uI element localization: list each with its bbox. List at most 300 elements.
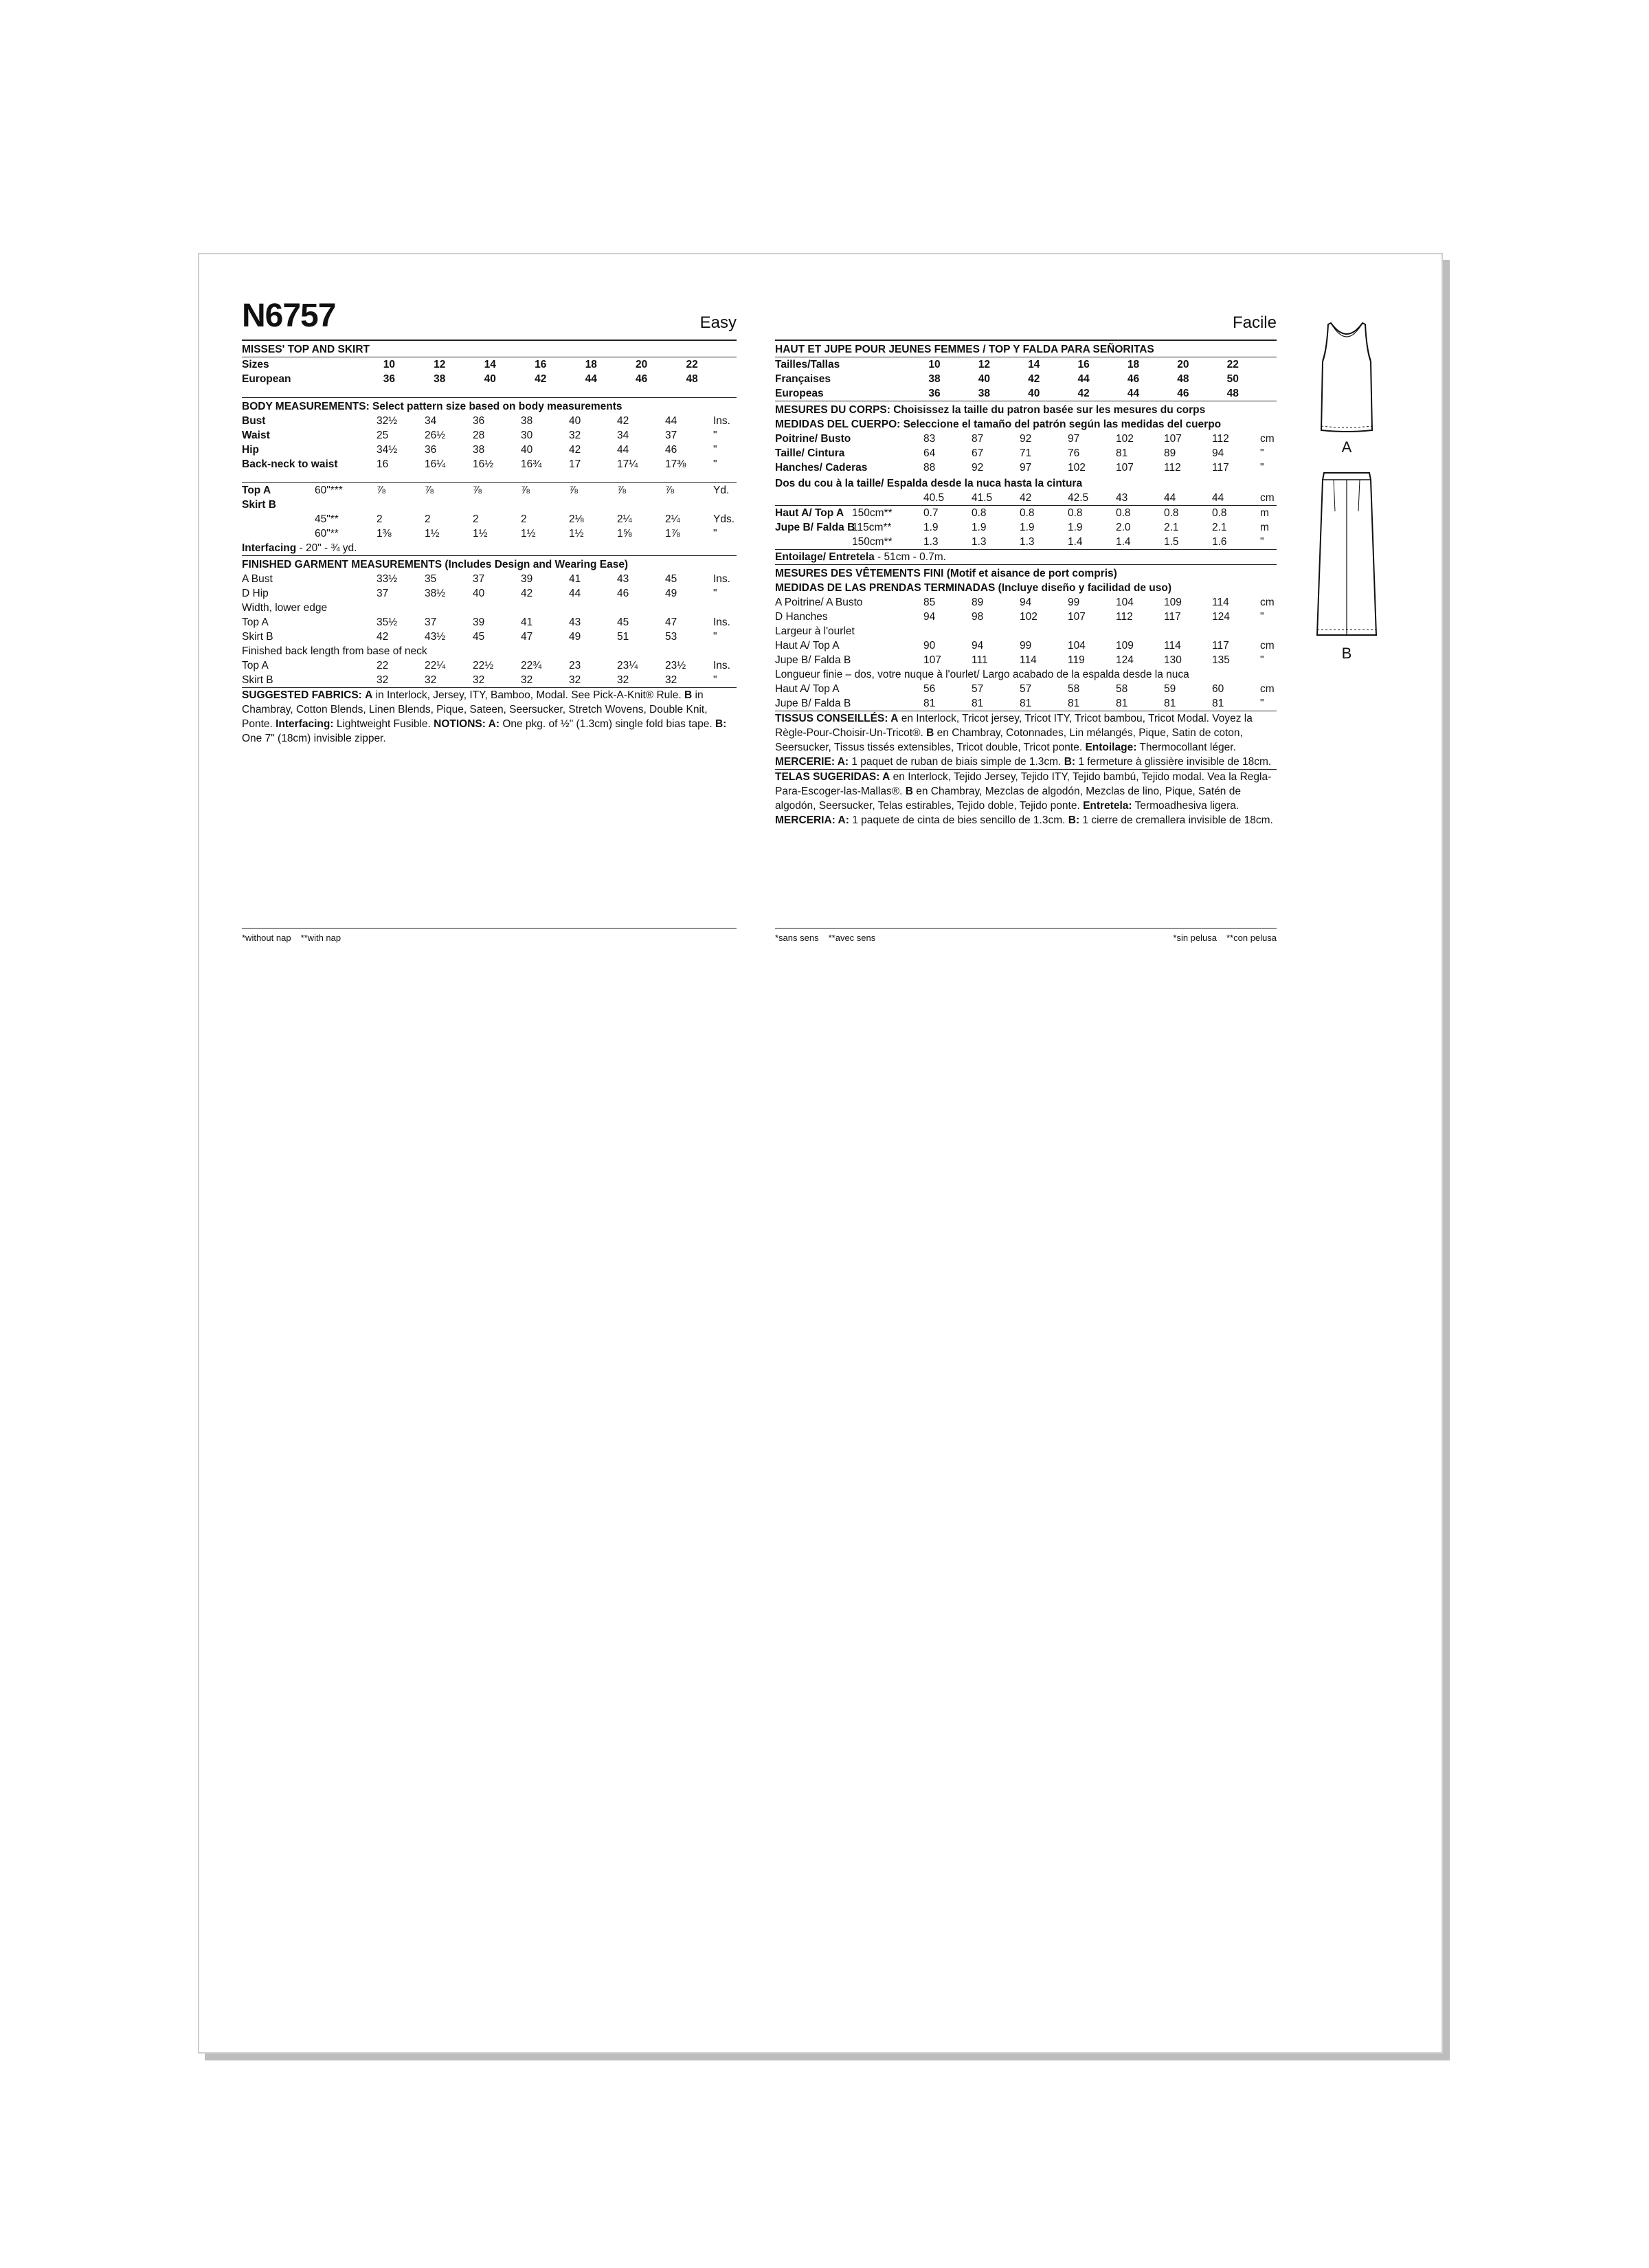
body-measurements-table-fr: [775, 432, 1297, 475]
cell-value: 42: [521, 588, 533, 599]
cell-value: 83: [923, 433, 936, 445]
nap-notes: *without nap **with nap: [242, 933, 341, 943]
row-label: Skirt B: [242, 674, 273, 686]
cell-value: 2⅛: [569, 513, 584, 525]
finished-measurements-table-fr: [775, 595, 1297, 711]
cell-value: 42: [617, 415, 629, 427]
table-row: [775, 610, 1297, 624]
cell-value: 22¾: [521, 660, 542, 671]
table-row: [775, 491, 1297, 505]
cell-value: 22: [1226, 359, 1239, 370]
cell-value: 102: [1068, 462, 1086, 474]
cell-value: 37: [473, 573, 485, 585]
cell-value: 1.3: [1020, 536, 1035, 548]
unit: cm: [1260, 492, 1275, 504]
cell-value: 46: [636, 373, 648, 385]
pattern-envelope-back: [198, 253, 1443, 2054]
size-table: [242, 357, 737, 386]
cell-value: 48: [1226, 388, 1239, 399]
cell-value: 40: [484, 373, 496, 385]
table-row: [242, 372, 737, 386]
table-row: [775, 638, 1297, 653]
cell-value: 85: [923, 597, 936, 608]
cell-value: 38: [978, 388, 990, 399]
cell-value: 0.8: [972, 507, 987, 519]
cell-value: 16¾: [521, 458, 542, 470]
cell-value: [473, 498, 521, 512]
table-row: [242, 428, 737, 443]
row-label: Finished back length from base of neck: [242, 645, 427, 657]
cell-value: 32: [617, 674, 629, 686]
cell-value: 39: [473, 616, 485, 628]
cell-value: ⅞: [665, 485, 674, 496]
cell-value: 2: [425, 513, 431, 525]
table-row: [242, 644, 737, 658]
cell-value: 2.1: [1164, 522, 1179, 533]
cell-value: 1.4: [1116, 536, 1131, 548]
table-row: [242, 658, 737, 673]
cell-value: 92: [972, 462, 984, 474]
fabric-width: 115cm**: [852, 522, 892, 533]
cell-value: [425, 498, 473, 512]
fabric-width: 150cm**: [852, 507, 893, 519]
cell-value: 36: [928, 388, 941, 399]
cell-value: 22¼: [425, 660, 446, 671]
row-label: Hip: [242, 444, 259, 456]
row-label: Haut A/ Top A: [775, 640, 840, 652]
body-measurements-title-es: MEDIDAS DEL CUERPO: Seleccione el tamaño del patrón según las medidas del cuerpo: [775, 419, 1222, 430]
cell-value: [617, 498, 665, 512]
cell-value: 102: [1020, 611, 1037, 623]
cell-value: 22: [686, 359, 698, 370]
cell-value: 97: [1020, 462, 1032, 474]
cell-value: 1.3: [972, 536, 987, 548]
skirt-b-back-view: [1309, 470, 1384, 642]
cell-value: 16¼: [425, 458, 446, 470]
row-label: Tailles/Tallas: [775, 359, 840, 370]
cell-value: 44: [1212, 492, 1224, 504]
body-measurements-title: BODY MEASUREMENTS: Select pattern size based on body measurements: [242, 401, 622, 412]
cell-value: 81: [1020, 698, 1032, 709]
cell-value: 81: [1164, 698, 1176, 709]
cell-value: 23¼: [617, 660, 638, 671]
row-label: Jupe B/ Falda B: [775, 522, 855, 533]
cell-value: 44: [585, 373, 597, 385]
nap-notes-fr: *sans sens **avec sens: [775, 933, 876, 943]
cell-value: 130: [1164, 654, 1182, 666]
unit: cm: [1260, 683, 1275, 695]
cell-value: 0.8: [1164, 507, 1179, 519]
unit: m: [1260, 522, 1269, 533]
table-row: [242, 615, 737, 630]
cell-value: 60: [1212, 683, 1224, 695]
unit: Ins.: [713, 415, 730, 427]
cell-value: 44: [1127, 388, 1140, 399]
row-label: [242, 512, 315, 526]
tissus-conseilles: TISSUS CONSEILLÉS: A en Interlock, Tricot jersey, Tricot ITY, Tricot bambou, Tricot Modal. Voyez la Règle-Pour-Choisir-Un-Tricot®. B en Chambray, Cotonnades, Lin mélangés, Pique, Satin de coton, Seersucker, Tissus tissés extensibles, Tricot double, Tricot ponte. Entoilage: Thermocollant léger. MERCERIE: A: 1 paquet de ruban de biais simple de 1.3cm. B: 1 fermeture à glissière invisible de 18cm.: [775, 713, 1272, 768]
row-label: Poitrine/ Busto: [775, 433, 851, 445]
cell-value: 135: [1212, 654, 1230, 666]
cell-value: 81: [972, 698, 984, 709]
row-label: Sizes: [242, 359, 269, 370]
table-row: [775, 696, 1297, 711]
cell-value: 1½: [569, 528, 584, 540]
cell-value: 81: [1212, 698, 1224, 709]
cell-value: 2¼: [665, 513, 680, 525]
cell-value: 40: [978, 373, 990, 385]
row-label: A Bust: [242, 573, 273, 585]
cell-value: 1.9: [1020, 522, 1035, 533]
cell-value: 10: [928, 359, 941, 370]
unit: Ins.: [713, 660, 730, 671]
row-label: Françaises: [775, 373, 831, 385]
cell-value: 81: [1116, 698, 1128, 709]
cell-value: 51: [617, 631, 629, 643]
table-row: [775, 595, 1297, 610]
row-label: Jupe B/ Falda B: [775, 654, 851, 666]
row-label: D Hip: [242, 588, 269, 599]
cell-value: 47: [665, 616, 677, 628]
cell-value: 117: [1212, 462, 1229, 474]
cell-value: 107: [923, 654, 941, 666]
row-label: D Hanches: [775, 611, 828, 623]
unit: ": [1260, 536, 1264, 548]
row-label: [242, 526, 315, 541]
table-row: [775, 667, 1297, 682]
suggested-fabrics: SUGGESTED FABRICS: A in Interlock, Jersey, ITY, Bamboo, Modal. See Pick-A-Knit® Rule. B in Chambray, Cotton Blends, Linen Blends, Pique, Sateen, Seersucker, Stretch Wovens, Double Knit, Ponte. Interfacing: Lightweight Fusible. NOTIONS: A: One pkg. of ½" (1.3cm) single fold bias tape. B: One 7" (18cm) invisible zipper.: [242, 689, 727, 744]
cell-value: 76: [1068, 447, 1080, 459]
cell-value: 32: [425, 674, 437, 686]
cell-value: 48: [686, 373, 698, 385]
row-label: A Poitrine/ A Busto: [775, 597, 863, 608]
cell-value: 90: [923, 640, 936, 652]
cell-value: 81: [1068, 698, 1080, 709]
cell-value: 124: [1116, 654, 1134, 666]
cell-value: 1⅜: [377, 528, 392, 540]
cell-value: 16: [377, 458, 389, 470]
cell-value: 117: [1164, 611, 1181, 623]
cell-value: 2: [377, 513, 383, 525]
cell-value: 35½: [377, 616, 398, 628]
cell-value: 38: [434, 373, 446, 385]
table-row: [775, 653, 1297, 667]
cell-value: ⅞: [425, 485, 434, 496]
cell-value: 38½: [425, 588, 446, 599]
header: [242, 296, 737, 340]
cell-value: 45: [665, 573, 677, 585]
yardage-table: [242, 483, 737, 541]
finished-measurements-title: FINISHED GARMENT MEASUREMENTS (Includes Design and Wearing Ease): [242, 559, 629, 570]
cell-value: 2: [473, 513, 479, 525]
unit: ": [1260, 654, 1264, 666]
cell-value: 32: [569, 430, 581, 441]
table-row: [775, 432, 1297, 446]
cell-value: 25: [377, 430, 389, 441]
cell-value: [377, 498, 425, 512]
cell-value: 26½: [425, 430, 446, 441]
cell-value: 0.8: [1116, 507, 1131, 519]
cell-value: 40: [521, 444, 533, 456]
cell-value: 40: [1028, 388, 1040, 399]
row-label: Top A: [242, 485, 271, 496]
row-label: Haut A/ Top A: [775, 683, 840, 695]
cell-value: 37: [425, 616, 437, 628]
cell-value: 42: [1020, 492, 1032, 504]
table-row: [242, 483, 737, 498]
cell-value: 23: [569, 660, 581, 671]
cell-value: 38: [473, 444, 485, 456]
cell-value: 88: [923, 462, 936, 474]
cell-value: 35: [425, 573, 437, 585]
cell-value: 37: [665, 430, 677, 441]
cell-value: 94: [972, 640, 984, 652]
row-label: Back-neck to waist: [242, 458, 338, 470]
cell-value: 58: [1068, 683, 1080, 695]
difficulty-label: Easy: [699, 313, 737, 332]
cell-value: 56: [923, 683, 936, 695]
cell-value: 64: [923, 447, 936, 459]
row-label: European: [242, 373, 291, 385]
table-row: [242, 443, 737, 457]
cell-value: 102: [1116, 433, 1134, 445]
cell-value: 41: [569, 573, 581, 585]
row-label: Width, lower edge: [242, 602, 328, 614]
cell-value: 44: [665, 415, 677, 427]
cell-value: 87: [972, 433, 984, 445]
cell-value: 112: [1212, 433, 1229, 445]
cell-value: 43: [1116, 492, 1128, 504]
cell-value: 40: [569, 415, 581, 427]
cell-value: 45: [473, 631, 485, 643]
row-label: Taille/ Cintura: [775, 447, 845, 459]
cell-value: ⅞: [521, 485, 530, 496]
body-measurements-table: [242, 414, 737, 471]
unit: m: [1260, 507, 1269, 519]
cell-value: 22½: [473, 660, 494, 671]
finished-measurements-title-fr: MESURES DES VÊTEMENTS FINI (Motif et aisance de port compris): [775, 568, 1117, 579]
unit: cm: [1260, 640, 1275, 652]
cell-value: 47: [521, 631, 533, 643]
cell-value: 43½: [425, 631, 446, 643]
cell-value: 2¼: [617, 513, 632, 525]
cell-value: 32: [521, 674, 533, 686]
table-row: [242, 526, 737, 541]
cell-value: 89: [972, 597, 984, 608]
unit: ": [713, 430, 717, 441]
cell-value: 50: [1226, 373, 1239, 385]
french-spanish-column: [775, 296, 1277, 943]
cell-value: 1.4: [1068, 536, 1083, 548]
cell-value: 94: [1212, 447, 1224, 459]
table-row: [242, 498, 737, 512]
cell-value: 41.5: [972, 492, 993, 504]
row-label: Top A: [242, 660, 269, 671]
row-label: Jupe B/ Falda B: [775, 698, 851, 709]
cell-value: 40.5: [923, 492, 945, 504]
cell-value: 59: [1164, 683, 1176, 695]
cell-value: 34½: [377, 444, 398, 456]
style-number: N6757: [242, 298, 336, 334]
cell-value: 20: [636, 359, 648, 370]
row-label: Skirt B: [242, 499, 276, 511]
english-column: [242, 296, 737, 943]
difficulty-label-fr: Facile: [1232, 313, 1277, 332]
row-label: Longueur finie – dos, votre nuque à l'ourlet/ Largo acabado de la espalda desde la nuca: [775, 669, 1189, 680]
size-table-fr: [775, 357, 1277, 401]
table-row: [775, 357, 1277, 372]
cell-value: 23½: [665, 660, 686, 671]
cell-value: ⅞: [377, 485, 385, 496]
table-row: [242, 357, 737, 372]
unit: Ins.: [713, 616, 730, 628]
cell-value: 104: [1116, 597, 1134, 608]
table-row: [242, 512, 737, 526]
cell-value: 57: [1020, 683, 1032, 695]
cell-value: 1.9: [1068, 522, 1083, 533]
unit: ": [713, 458, 717, 470]
cell-value: 2.0: [1116, 522, 1131, 533]
cell-value: 0.8: [1020, 507, 1035, 519]
yardage-table-fr: [775, 506, 1277, 549]
cell-value: 18: [1127, 359, 1140, 370]
table-row: [775, 682, 1297, 696]
row-label: Top A: [242, 616, 269, 628]
fabric-width: 150cm**: [852, 536, 893, 548]
cell-value: 1⅞: [665, 528, 680, 540]
unit: ": [713, 444, 717, 456]
cell-value: 81: [923, 698, 936, 709]
cell-value: 46: [617, 588, 629, 599]
cell-value: 48: [1177, 373, 1189, 385]
cell-value: 2.1: [1212, 522, 1227, 533]
cell-value: 16: [535, 359, 547, 370]
cell-value: 67: [972, 447, 984, 459]
cell-value: 42: [377, 631, 389, 643]
cell-value: 14: [484, 359, 496, 370]
cell-value: 44: [1077, 373, 1090, 385]
cell-value: 39: [521, 573, 533, 585]
row-label: Bust: [242, 415, 266, 427]
cell-value: 1½: [521, 528, 536, 540]
cell-value: [665, 498, 713, 512]
cell-value: 37: [377, 588, 389, 599]
cell-value: 10: [383, 359, 395, 370]
unit: [713, 498, 737, 512]
pattern-title-fr: HAUT ET JUPE POUR JEUNES FEMMES / TOP Y FALDA PARA SEÑORITAS: [775, 344, 1154, 355]
row-label: Waist: [242, 430, 270, 441]
row-label: Skirt B: [242, 631, 273, 643]
row-label: [775, 535, 852, 549]
cell-value: 17¼: [617, 458, 638, 470]
garment-illustrations: [1299, 320, 1395, 676]
table-row: [242, 673, 737, 687]
cell-value: 17: [569, 458, 581, 470]
cell-value: 107: [1068, 611, 1086, 623]
cell-value: 119: [1068, 654, 1085, 666]
row-label: Europeas: [775, 388, 824, 399]
cell-value: 1.9: [972, 522, 987, 533]
cell-value: 46: [665, 444, 677, 456]
cell-value: 1.6: [1212, 536, 1227, 548]
cell-value: 42: [1028, 373, 1040, 385]
cell-value: 34: [617, 430, 629, 441]
cell-value: 17⅜: [665, 458, 686, 470]
cell-value: 16½: [473, 458, 494, 470]
cell-value: 12: [434, 359, 446, 370]
cell-value: 94: [923, 611, 936, 623]
table-row: [242, 630, 737, 644]
cell-value: 97: [1068, 433, 1080, 445]
cell-value: 18: [585, 359, 597, 370]
nap-notes-es: *sin pelusa **con pelusa: [1173, 933, 1277, 943]
cell-value: 46: [1177, 388, 1189, 399]
interfacing-line-fr: Entoilage/ Entretela - 51cm - 0.7m.: [775, 551, 946, 563]
table-row: [775, 372, 1277, 386]
cell-value: 30: [521, 430, 533, 441]
cell-value: ⅞: [473, 485, 482, 496]
cell-value: 1½: [425, 528, 440, 540]
fabric-width: 60"***: [315, 485, 343, 496]
cell-value: 32: [569, 674, 581, 686]
cell-value: 45: [617, 616, 629, 628]
unit: Ins.: [713, 573, 730, 585]
finished-measurements-title-es: MEDIDAS DE LAS PRENDAS TERMINADAS (Incluye diseño y facilidad de uso): [775, 582, 1172, 594]
cell-value: 109: [1164, 597, 1182, 608]
unit: Yds.: [713, 513, 735, 525]
cell-value: 32: [665, 674, 677, 686]
unit: cm: [1260, 433, 1275, 445]
figure-a-label: A: [1341, 438, 1352, 456]
cell-value: 38: [521, 415, 533, 427]
cell-value: 36: [425, 444, 437, 456]
cell-value: ⅞: [569, 485, 578, 496]
cell-value: 32: [377, 674, 389, 686]
unit: ": [1260, 462, 1264, 474]
table-row: [775, 386, 1277, 401]
unit: ": [713, 528, 717, 540]
top-a-back-view: [1316, 320, 1378, 436]
table-row: [775, 624, 1297, 638]
cell-value: 107: [1116, 462, 1134, 474]
unit: ": [1260, 447, 1264, 459]
cell-value: 42: [535, 373, 547, 385]
cell-value: 43: [617, 573, 629, 585]
cell-value: 114: [1212, 597, 1229, 608]
cell-value: 44: [1164, 492, 1176, 504]
unit: ": [713, 674, 717, 686]
table-row: [242, 572, 737, 586]
cell-value: 44: [569, 588, 581, 599]
telas-sugeridas: TELAS SUGERIDAS: A en Interlock, Tejido Jersey, Tejido ITY, Tejido bambú, Tejido modal. Vea la Regla-Para-Escoger-las-Mallas®. B en Chambray, Mezclas de algodón, Mezclas de lino, Pique, Satén de algodón, Seersucker, Telas estirables, Tejido doble, Tejido ponte. Entretela: Termoadhesiva ligera. MERCERIA: A: 1 paquete de cinta de bies sencillo de 1.3cm. B: 1 cierre de cremallera invisible de 18cm.: [775, 771, 1273, 826]
cell-value: 42.5: [1068, 492, 1089, 504]
finished-measurements-table: [242, 572, 737, 687]
cell-value: 71: [1020, 447, 1032, 459]
cell-value: 42: [569, 444, 581, 456]
cell-value: 46: [1127, 373, 1140, 385]
table-row: [242, 457, 737, 471]
row-label: Hanches/ Caderas: [775, 462, 868, 474]
figure-b-label: B: [1341, 645, 1352, 662]
cell-value: 109: [1116, 640, 1134, 652]
cell-value: 1.9: [923, 522, 939, 533]
cell-value: 94: [1020, 597, 1032, 608]
unit: cm: [1260, 597, 1275, 608]
cell-value: 12: [978, 359, 990, 370]
cell-value: ⅞: [617, 485, 626, 496]
cell-value: 112: [1116, 611, 1133, 623]
fabric-width: 45"**: [315, 513, 339, 525]
cell-value: 32½: [377, 415, 398, 427]
